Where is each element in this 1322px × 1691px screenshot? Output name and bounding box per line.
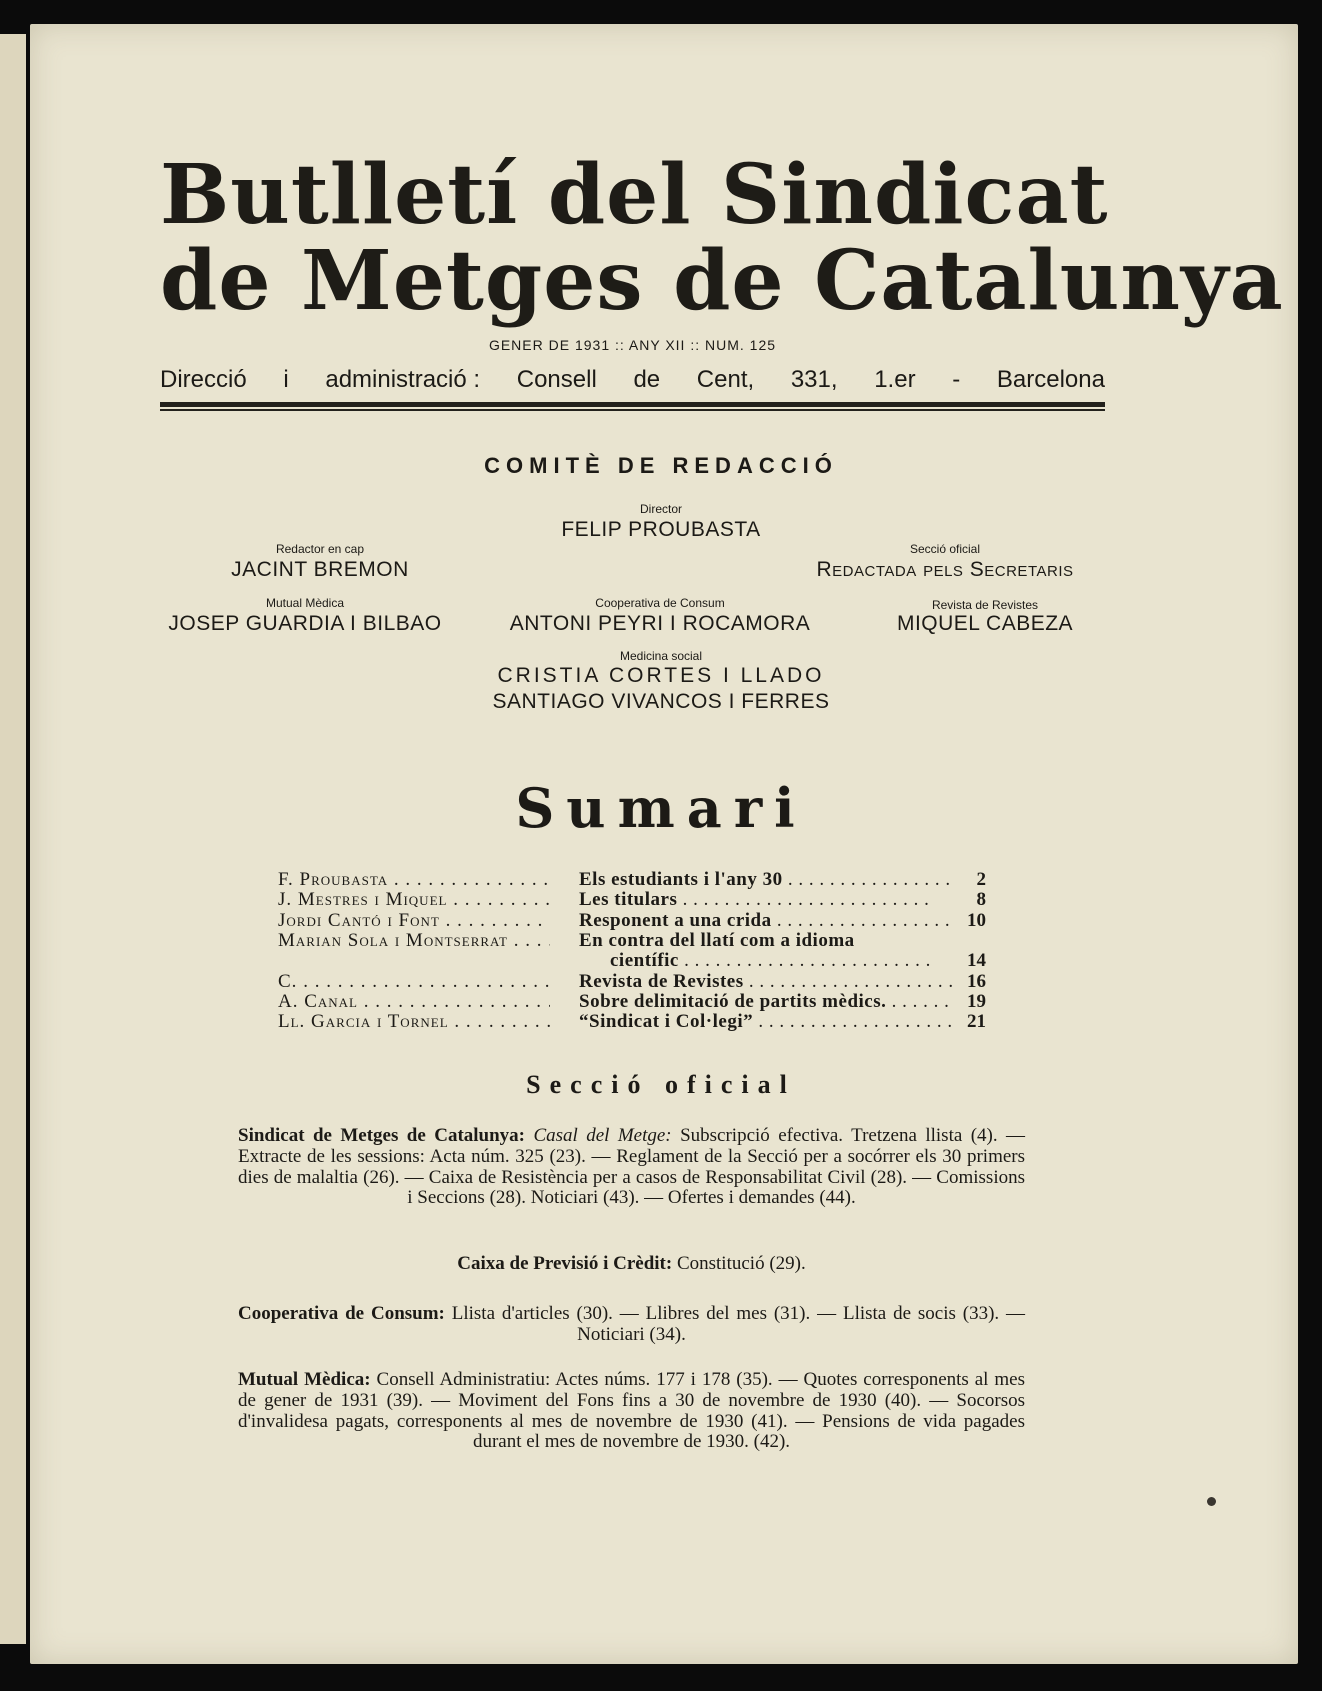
cooperativa-role: Cooperativa de Consum bbox=[595, 596, 725, 610]
toc-row[interactable] bbox=[278, 910, 986, 930]
toc-row[interactable] bbox=[278, 991, 986, 1011]
toc-author: Marian Sola i Montserrat . . . bbox=[278, 930, 550, 952]
paragraph-text: Consell Administratiu: Actes núms. 177 i 178 (35). — Quotes corresponents al mes de gener de 1931 (39). — Moviment del Fons fins a 30 de novembre de 1930 (40). — Socorsos d'invalidesa pagats, corresponents al mes de novembre de 1930 (41). — Pensions de vida pagades durant el mes de novembre de 1930. (42). bbox=[238, 1369, 1025, 1453]
toc-row[interactable] bbox=[278, 971, 986, 991]
address-word: Barcelona bbox=[996, 366, 1105, 393]
paragraph-text: Constitució (29). bbox=[676, 1253, 806, 1274]
toc-page: 21 bbox=[967, 1011, 986, 1032]
address-word: - bbox=[952, 366, 961, 393]
masthead-title-line2: de Metges de Catalunya bbox=[160, 233, 1284, 329]
toc-author: Ll. Garcia i Tornel . . . bbox=[278, 1011, 550, 1033]
director-name: FELIP PROUBASTA bbox=[561, 518, 761, 541]
cooperativa-paragraph bbox=[238, 1304, 1025, 1346]
address-word: i bbox=[283, 366, 289, 393]
toc-title: “Sindicat i Col·legi” . . . bbox=[579, 1011, 954, 1033]
medicina-name-1: CRISTIA CORTES I LLADO bbox=[497, 664, 825, 687]
toc-page: 14 bbox=[967, 950, 986, 971]
address-word: 331, bbox=[790, 366, 838, 393]
address-word: 1.er bbox=[874, 366, 916, 393]
seccio-oficial-heading: Secció oficial bbox=[526, 1070, 796, 1099]
medicina-role: Medicina social bbox=[619, 649, 703, 663]
toc-title: Responent a una crida . . . bbox=[579, 910, 954, 932]
toc-author: J. Mestres i Miquel . . . bbox=[278, 889, 550, 911]
toc-row[interactable] bbox=[278, 869, 986, 889]
caixa-paragraph bbox=[238, 1254, 1025, 1275]
mutual-role: Mutual Mèdica bbox=[265, 596, 345, 610]
redactor-role: Redactor en cap bbox=[275, 542, 365, 556]
ink-spot bbox=[1207, 1497, 1216, 1506]
toc-row[interactable] bbox=[278, 1011, 986, 1031]
paragraph-lead: Caixa de Previsió i Crèdit: bbox=[457, 1253, 673, 1274]
revista-name: MIQUEL CABEZA bbox=[896, 612, 1074, 635]
toc-row-continued[interactable] bbox=[278, 950, 986, 970]
redactor-name: JACINT BREMON bbox=[231, 558, 409, 581]
address-word: administració : bbox=[325, 366, 481, 393]
address-word: Direcció bbox=[160, 366, 247, 393]
masthead-rule-thin bbox=[160, 409, 1105, 411]
address-word: de bbox=[633, 366, 661, 393]
director-role: Director bbox=[639, 502, 682, 516]
toc-title: Els estudiants i l'any 30 . . . bbox=[579, 869, 954, 891]
paragraph-lead: Cooperativa de Consum: bbox=[238, 1303, 445, 1324]
issue-line: GENER DE 1931 :: ANY XII :: NUM. 125 bbox=[488, 337, 777, 353]
paragraph-lead: Sindicat de Metges de Catalunya: bbox=[238, 1125, 526, 1146]
toc-author: Jordi Cantó i Font . . . bbox=[278, 910, 550, 932]
cooperativa-name: ANTONI PEYRI I ROCAMORA bbox=[509, 612, 811, 635]
toc-author: C. . . . bbox=[278, 971, 550, 993]
paragraph-text: Subscripció efectiva. Tretzena llista (4). — Extracte de les sessions: Acta núm. 325 (23). — Reglament de la Secció per a socórrer els 30 primers dies de malaltia (26). — Caixa de Resistència per a casos de Responsabilitat Civil (28). — Comissions i Seccions (28). Noticiari (43). — Ofertes i demandes (44). bbox=[238, 1125, 1026, 1209]
toc-row[interactable] bbox=[278, 889, 986, 909]
toc-title-continued: científic . . . bbox=[610, 950, 954, 972]
toc-author: F. Proubasta . . . bbox=[278, 869, 550, 891]
mutual-name: JOSEP GUARDIA I BILBAO bbox=[168, 612, 442, 635]
toc-page: 19 bbox=[967, 991, 986, 1012]
revista-role: Revista de Revistes bbox=[931, 598, 1039, 612]
address-word: Consell bbox=[516, 366, 597, 393]
address-line bbox=[160, 366, 1105, 394]
paragraph-lead: Mutual Mèdica: bbox=[238, 1369, 371, 1390]
seccio-oficial-name: Redactada pels Secretaris bbox=[816, 558, 1074, 581]
toc-page: 16 bbox=[967, 971, 986, 992]
masthead-title-line1: Butlletí del Sindicat bbox=[160, 147, 1109, 243]
mutual-paragraph bbox=[238, 1370, 1025, 1453]
toc-title: Sobre delimitació de partits mèdics. . . . bbox=[579, 991, 954, 1013]
sumari-heading: Sumari bbox=[515, 776, 807, 840]
toc-row[interactable] bbox=[278, 930, 986, 950]
paragraph-subhead: Casal del Metge: bbox=[533, 1125, 672, 1146]
toc-title: Revista de Revistes . . . bbox=[579, 971, 954, 993]
toc-page: 8 bbox=[976, 889, 986, 910]
seccio-oficial-role: Secció oficial bbox=[909, 542, 981, 556]
sindicat-paragraph bbox=[238, 1126, 1025, 1209]
paragraph-text: Llista d'articles (30). — Llibres del mes (31). — Llista de socis (33). — Noticiari (34). bbox=[451, 1303, 1025, 1345]
toc-title: En contra del llatí com a idioma bbox=[579, 930, 855, 951]
masthead-rule bbox=[160, 402, 1105, 407]
toc-page: 10 bbox=[967, 910, 986, 931]
toc-title: Les titulars . . . bbox=[579, 889, 954, 911]
comite-heading: COMITÈ DE REDACCIÓ bbox=[484, 453, 838, 478]
toc-author: A. Canal . . . bbox=[278, 991, 550, 1013]
toc-page: 2 bbox=[976, 869, 986, 890]
medicina-name-2: SANTIAGO VIVANCOS I FERRES bbox=[492, 690, 830, 713]
address-word: Cent, bbox=[696, 366, 755, 393]
